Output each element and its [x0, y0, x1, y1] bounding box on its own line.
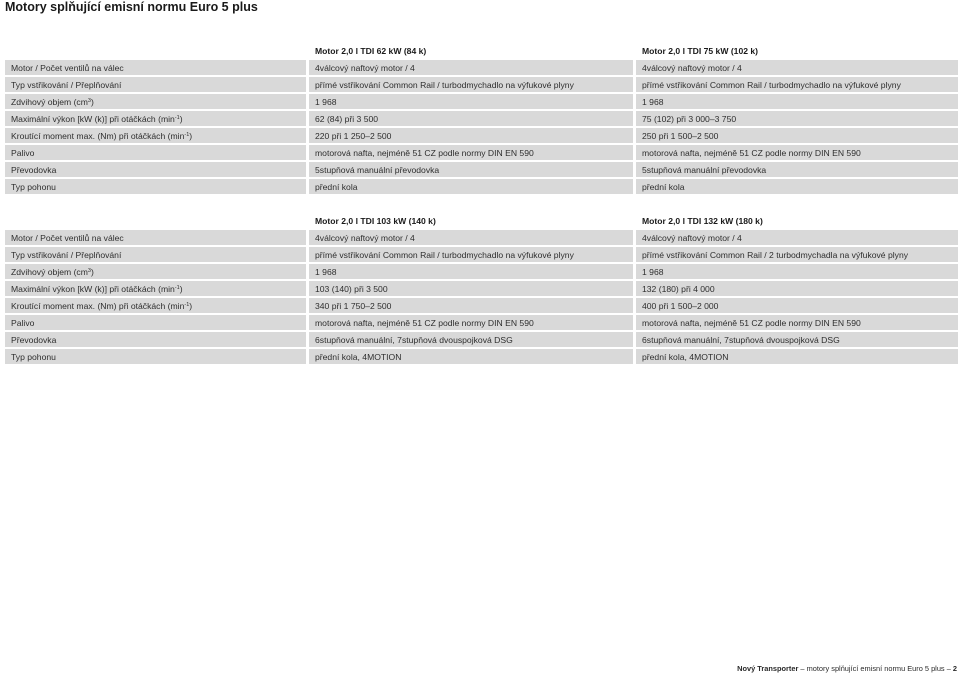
table-row [5, 247, 958, 262]
cell-value: přímé vstřikování Common Rail / turbodmychadlo na výfukové plyny [309, 247, 633, 262]
table-row [5, 298, 958, 313]
cell-value: 5stupňová manuální převodovka [309, 162, 633, 177]
table-row [5, 230, 958, 245]
cell-value: 400 při 1 500–2 000 [636, 298, 958, 313]
page-number: 2 [952, 664, 957, 673]
row-label-superscript: 3 [87, 97, 91, 104]
row-label [5, 111, 306, 126]
cell-value: motorová nafta, nejméně 51 CZ podle normy DIN EN 590 [309, 315, 633, 330]
row-label-superscript: -1 [184, 131, 190, 138]
page-title: Motory splňující emisní normu Euro 5 plus [5, 0, 258, 14]
table-row [5, 145, 958, 160]
column-header-engine-62kw: Motor 2,0 l TDI 62 kW (84 k) [309, 43, 633, 58]
engine-spec-table-1 [2, 41, 960, 196]
table-row [5, 162, 958, 177]
cell-value: 132 (180) při 4 000 [636, 281, 958, 296]
column-header-engine-75kw: Motor 2,0 l TDI 75 kW (102 k) [636, 43, 958, 58]
cell-value: 75 (102) při 3 000–3 750 [636, 111, 958, 126]
row-label-suffix: ) [189, 130, 193, 141]
footer-text: motory splňující emisní normu Euro 5 plus [806, 664, 945, 673]
cell-value: 4válcový naftový motor / 4 [309, 230, 633, 245]
cell-value: 1 968 [636, 264, 958, 279]
row-label-superscript: -1 [184, 301, 190, 308]
row-label: Palivo [5, 315, 306, 330]
table-row [5, 332, 958, 347]
row-label-text: Zdvihový objem (cm [11, 266, 88, 277]
cell-value: motorová nafta, nejméně 51 CZ podle normy DIN EN 590 [636, 315, 958, 330]
cell-value: motorová nafta, nejméně 51 CZ podle normy DIN EN 590 [309, 145, 633, 160]
cell-value: přímé vstřikování Common Rail / 2 turbodmychadla na výfukové plyny [636, 247, 958, 262]
table-row [5, 111, 958, 126]
row-label-suffix: ) [90, 96, 94, 107]
cell-value: přední kola, 4MOTION [309, 349, 633, 364]
row-label-suffix: ) [90, 266, 94, 277]
cell-value: 4válcový naftový motor / 4 [309, 60, 633, 75]
row-label-superscript: 3 [87, 267, 91, 274]
row-label [5, 298, 306, 313]
row-label-text: Zdvihový objem (cm [11, 96, 88, 107]
cell-value: 4válcový naftový motor / 4 [636, 60, 958, 75]
cell-value: 220 při 1 250–2 500 [309, 128, 633, 143]
row-label: Převodovka [5, 162, 306, 177]
row-label-text: Kroutící moment max. (Nm) při otáčkách (min [11, 300, 185, 311]
row-label: Typ vstřikování / Přeplňování [5, 247, 306, 262]
table-row [5, 281, 958, 296]
row-label: Typ pohonu [5, 179, 306, 194]
row-label-suffix: ) [179, 113, 183, 124]
table-header-row [5, 213, 958, 228]
table-row [5, 94, 958, 109]
cell-value: 62 (84) při 3 500 [309, 111, 633, 126]
table-row [5, 77, 958, 92]
cell-value: 250 při 1 500–2 500 [636, 128, 958, 143]
table-row [5, 315, 958, 330]
row-label-superscript: -1 [174, 114, 180, 121]
table-row [5, 349, 958, 364]
engine-spec-table-2 [2, 211, 960, 366]
table-header-row [5, 43, 958, 58]
row-label-text: Maximální výkon [kW (k)] při otáčkách (min [11, 283, 175, 294]
cell-value: 340 při 1 750–2 500 [309, 298, 633, 313]
cell-value: 4válcový naftový motor / 4 [636, 230, 958, 245]
row-label-text: Maximální výkon [kW (k)] při otáčkách (min [11, 113, 175, 124]
row-label: Typ pohonu [5, 349, 306, 364]
cell-value: 1 968 [309, 94, 633, 109]
footer-brand: Nový Transporter [737, 664, 799, 673]
table-row [5, 60, 958, 75]
cell-value: přímé vstřikování Common Rail / turbodmychadlo na výfukové plyny [309, 77, 633, 92]
page-footer [737, 664, 957, 673]
column-header-engine-132kw: Motor 2,0 l TDI 132 kW (180 k) [636, 213, 958, 228]
cell-value: 5stupňová manuální převodovka [636, 162, 958, 177]
cell-value: motorová nafta, nejméně 51 CZ podle normy DIN EN 590 [636, 145, 958, 160]
cell-value: přímé vstřikování Common Rail / turbodmychadlo na výfukové plyny [636, 77, 958, 92]
header-empty-cell [5, 43, 306, 58]
header-empty-cell [5, 213, 306, 228]
cell-value: 103 (140) při 3 500 [309, 281, 633, 296]
cell-value: 1 968 [309, 264, 633, 279]
column-header-engine-103kw: Motor 2,0 l TDI 103 kW (140 k) [309, 213, 633, 228]
row-label-superscript: -1 [174, 284, 180, 291]
row-label: Motor / Počet ventilů na válec [5, 230, 306, 245]
row-label [5, 264, 306, 279]
row-label [5, 94, 306, 109]
row-label: Motor / Počet ventilů na válec [5, 60, 306, 75]
row-label: Palivo [5, 145, 306, 160]
row-label: Převodovka [5, 332, 306, 347]
table-row [5, 179, 958, 194]
cell-value: 1 968 [636, 94, 958, 109]
cell-value: přední kola [636, 179, 958, 194]
cell-value: přední kola [309, 179, 633, 194]
row-label [5, 128, 306, 143]
cell-value: 6stupňová manuální, 7stupňová dvouspojková DSG [309, 332, 633, 347]
cell-value: přední kola, 4MOTION [636, 349, 958, 364]
table-row [5, 264, 958, 279]
row-label-suffix: ) [189, 300, 193, 311]
row-label-suffix: ) [179, 283, 183, 294]
row-label [5, 281, 306, 296]
row-label: Typ vstřikování / Přeplňování [5, 77, 306, 92]
table-row [5, 128, 958, 143]
footer-dash: – [800, 664, 805, 673]
footer-dash: – [946, 664, 951, 673]
row-label-text: Kroutící moment max. (Nm) při otáčkách (min [11, 130, 185, 141]
cell-value: 6stupňová manuální, 7stupňová dvouspojková DSG [636, 332, 958, 347]
